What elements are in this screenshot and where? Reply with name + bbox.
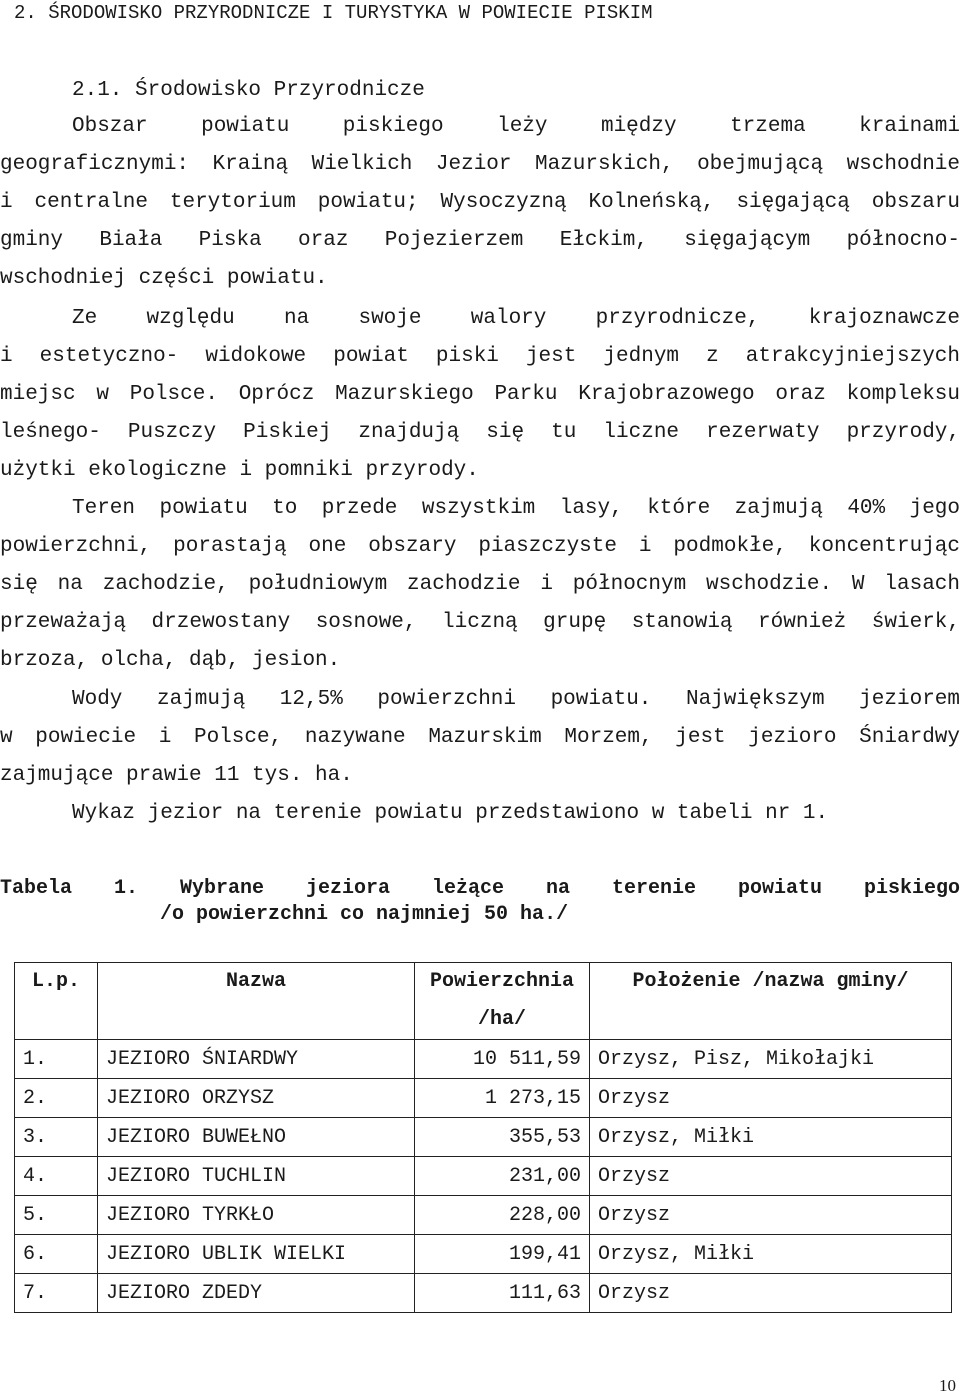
section-title: 2.1. Środowisko Przyrodnicze <box>72 79 425 102</box>
cell-lp: 7. <box>15 1274 98 1313</box>
table-caption-line1: Tabela 1. Wybrane jeziora leżące na terenie powiatu piskiego <box>0 877 960 900</box>
paragraph-2-line: miejsc w Polsce. Oprócz Mazurskiego Parku Krajobrazowego oraz kompleksu <box>0 383 960 406</box>
paragraph-3-line: Teren powiatu to przede wszystkim lasy, które zajmują 40% jego <box>72 497 960 520</box>
paragraph-3-line: przeważają drzewostany sosnowe, liczną grupę stanowią również świerk, <box>0 611 960 634</box>
page-number: 10 <box>939 1376 956 1395</box>
paragraph-2-line: leśnego- Puszczy Piskiej znajdują się tu liczne rezerwaty przyrody, <box>0 421 960 444</box>
table-caption-line2: /o powierzchni co najmniej 50 ha./ <box>160 903 569 926</box>
cell-name: JEZIORO ZDEDY <box>98 1274 415 1313</box>
paragraph-1-line: wschodniej części powiatu. <box>0 267 328 290</box>
cell-location: Orzysz <box>590 1196 952 1235</box>
table-row <box>15 1118 952 1157</box>
cell-lp: 2. <box>15 1079 98 1118</box>
cell-area: 199,41 <box>415 1235 590 1274</box>
header-area <box>415 963 590 1040</box>
header-area-line1: Powierzchnia <box>429 970 575 993</box>
paragraph-3-line: powierzchni, porastają one obszary piaszczyste i podmokłe, koncentrując <box>0 535 960 558</box>
paragraph-3-line: brzoza, olcha, dąb, jesion. <box>0 649 341 672</box>
paragraph-5: Wykaz jezior na terenie powiatu przedstawiono w tabeli nr 1. <box>72 802 829 825</box>
paragraph-1-line: i centralne terytorium powiatu; Wysoczyzną Kolneńską, sięgającą obszaru <box>0 191 960 214</box>
cell-area: 231,00 <box>415 1157 590 1196</box>
cell-lp: 1. <box>15 1040 98 1079</box>
table-row <box>15 1079 952 1118</box>
table-row <box>15 1040 952 1079</box>
paragraph-2-line: Ze względu na swoje walory przyrodnicze, krajoznawcze <box>72 307 960 330</box>
cell-location: Orzysz, Pisz, Mikołajki <box>590 1040 952 1079</box>
cell-area: 1 273,15 <box>415 1079 590 1118</box>
cell-location: Orzysz <box>590 1157 952 1196</box>
cell-name: JEZIORO BUWEŁNO <box>98 1118 415 1157</box>
cell-location: Orzysz, Miłki <box>590 1235 952 1274</box>
paragraph-1-line: Obszar powiatu piskiego leży między trzema krainami <box>72 115 960 138</box>
cell-lp: 4. <box>15 1157 98 1196</box>
cell-lp: 5. <box>15 1196 98 1235</box>
cell-name: JEZIORO ORZYSZ <box>98 1079 415 1118</box>
paragraph-2-line: użytki ekologiczne i pomniki przyrody. <box>0 459 479 482</box>
cell-name: JEZIORO TYRKŁO <box>98 1196 415 1235</box>
table-row <box>15 1157 952 1196</box>
paragraph-1-line: geograficznymi: Krainą Wielkich Jezior Mazurskich, obejmującą wschodnie <box>0 153 960 176</box>
table-header-row <box>15 963 952 1040</box>
paragraph-4-line: w powiecie i Polsce, nazywane Mazurskim Morzem, jest jezioro Śniardwy <box>0 726 960 749</box>
chapter-title: 2. ŚRODOWISKO PRZYRODNICZE I TURYSTYKA W POWIECIE PISKIM <box>14 2 653 24</box>
cell-location: Orzysz, Miłki <box>590 1118 952 1157</box>
cell-name: JEZIORO TUCHLIN <box>98 1157 415 1196</box>
cell-location: Orzysz <box>590 1274 952 1313</box>
cell-name: JEZIORO UBLIK WIELKI <box>98 1235 415 1274</box>
table-row <box>15 1235 952 1274</box>
paragraph-4-line: zajmujące prawie 11 tys. ha. <box>0 764 353 787</box>
cell-area: 228,00 <box>415 1196 590 1235</box>
cell-area: 355,53 <box>415 1118 590 1157</box>
cell-location: Orzysz <box>590 1079 952 1118</box>
table-row <box>15 1196 952 1235</box>
header-name: Nazwa <box>98 963 415 1040</box>
cell-lp: 3. <box>15 1118 98 1157</box>
paragraph-4-line: Wody zajmują 12,5% powierzchni powiatu. Największym jeziorem <box>72 688 960 711</box>
cell-area: 111,63 <box>415 1274 590 1313</box>
paragraph-2-line: i estetyczno- widokowe powiat piski jest jednym z atrakcyjniejszych <box>0 345 960 368</box>
paragraph-1-line: gminy Biała Piska oraz Pojezierzem Ełckim, sięgającym północno- <box>0 229 960 252</box>
cell-name: JEZIORO ŚNIARDWY <box>98 1040 415 1079</box>
header-location: Położenie /nazwa gminy/ <box>590 963 952 1040</box>
header-lp: L.p. <box>15 963 98 1040</box>
cell-lp: 6. <box>15 1235 98 1274</box>
table-row <box>15 1274 952 1313</box>
cell-area: 10 511,59 <box>415 1040 590 1079</box>
lakes-table <box>14 962 952 1313</box>
header-area-line2: /ha/ <box>477 1008 526 1031</box>
paragraph-3-line: się na zachodzie, południowym zachodzie i północnym wschodzie. W lasach <box>0 573 960 596</box>
